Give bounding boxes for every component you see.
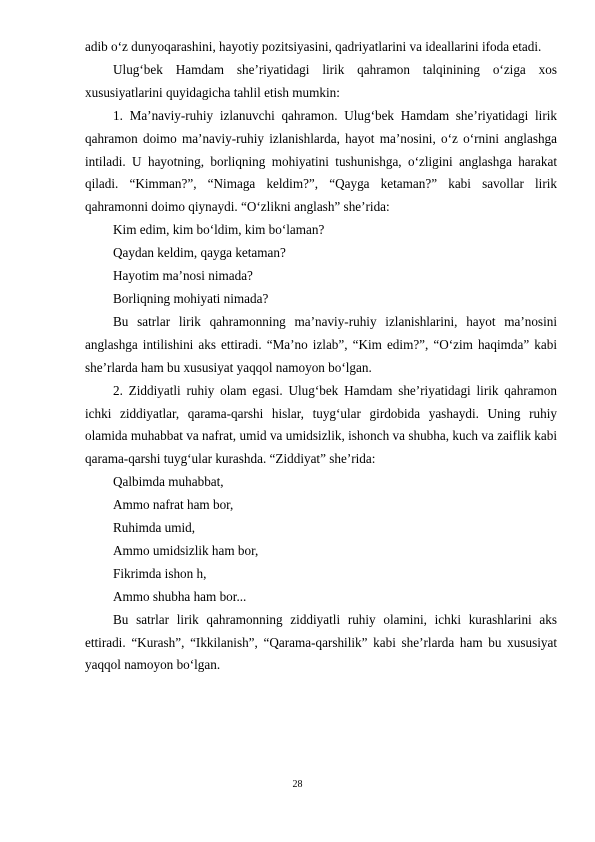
paragraph-point-1: 1. Ma’naviy-ruhiy izlanuvchi qahramon. Ulug‘bek Hamdam she’riyatidagi lirik qahramon doimo ma’naviy-ruhiy izlanishlarda, hayot ma’nosini, o‘z o‘rnini anglashga intiladi. U hayotning, borliqning mohiyatini tushunishga, o‘zligini anglashga harakat qiladi. “Kimman?”, “Nimaga keldim?”, “Qayga ketaman?” kabi savollar lirik qahramonni doimo qiynaydi. “O‘zlikni anglash” she’rida:	[85, 107, 557, 215]
verse-line: Qaydan keldim, qayga ketaman?	[113, 245, 286, 261]
verse-line: Ruhimda umid,	[113, 520, 196, 536]
verse-line: Ammo umidsizlik ham bor,	[113, 542, 259, 558]
page-number: 28	[292, 779, 303, 790]
verse-line: Ammo nafrat ham bor,	[113, 497, 234, 513]
paragraph-point-2: 2. Ziddiyatli ruhiy olam egasi. Ulug‘bek Hamdam she’riyatidagi lirik qahramon ichki ziddiyatlar, qarama-qarshi hislar, tuyg‘ular girdobida yashaydi. Uning ruhiy olamida muhabbat va nafrat, umid va umidsizlik, ishonch va shubha, kuch va zaiflik kabi qarama-qarshi tuyg‘ular kurashda. “Ziddiyat” she’rida:	[85, 382, 557, 467]
verse-line: Hayotim ma’nosi nimada?	[113, 268, 253, 284]
verse-line: Borliqning mohiyati nimada?	[113, 290, 269, 306]
paragraph-commentary-1: Bu satrlar lirik qahramonning ma’naviy-ruhiy izlanishlarini, hayot ma’nosini anglashga intilishini aks ettiradi. “Ma’no izlab”, “Kim edim?”, “O‘zim haqimda” kabi she’rlarda ham bu xususiyat yaqqol namoyon bo‘lgan.	[85, 313, 557, 375]
document-body	[85, 36, 557, 677]
verse-line: Qalbimda muhabbat,	[113, 474, 224, 490]
paragraph-intro: adib o‘z dunyoqarashini, hayotiy pozitsiyasini, qadriyatlarini va ideallarini ifoda etadi.	[85, 39, 542, 54]
verse-line: Ammo shubha ham bor...	[113, 588, 247, 604]
paragraph-commentary-2: Bu satrlar lirik qahramonning ziddiyatli ruhiy olamini, ichki kurashlarini aks ettiradi. “Kurash”, “Ikkilanish”, “Qarama-qarshilik” kabi she’rlarda ham bu xususiyat yaqqol namoyon bo‘lgan.	[85, 611, 557, 673]
verse-line: Kim edim, kim bo‘ldim, kim bo‘laman?	[113, 222, 325, 238]
verse-line: Fikrimda ishon h,	[113, 565, 207, 581]
paragraph-analysis-lead: Ulug‘bek Hamdam she’riyatidagi lirik qahramon talqinining o‘ziga xos xususiyatlarini quyidagicha tahlil etish mumkin:	[85, 61, 557, 100]
